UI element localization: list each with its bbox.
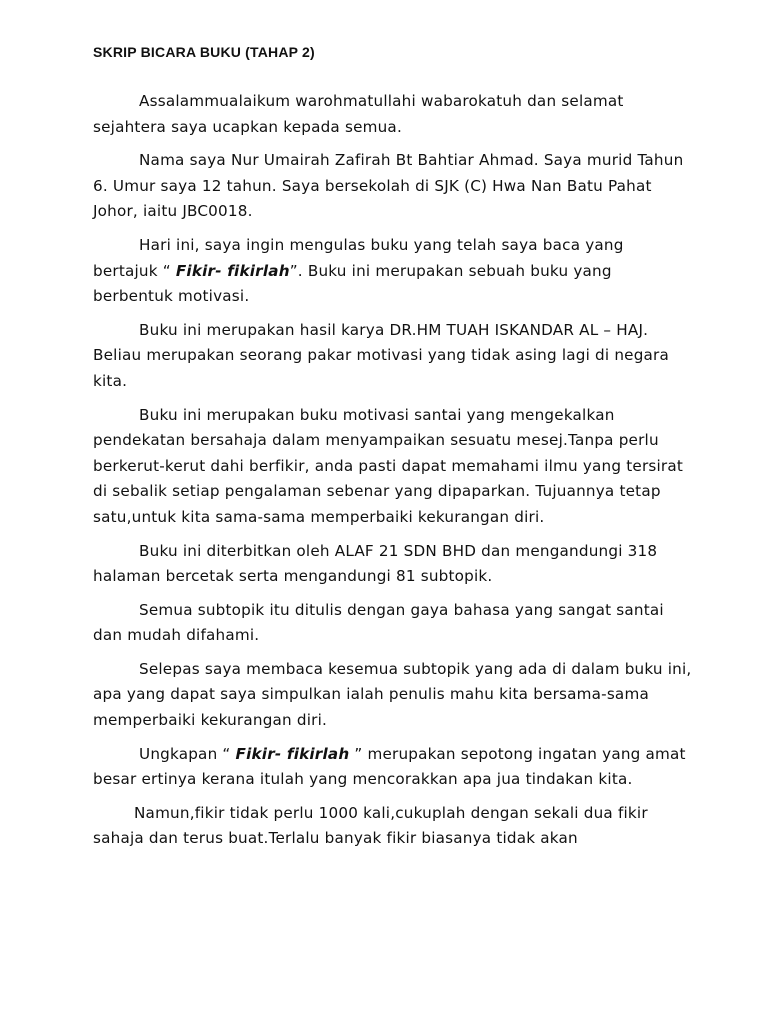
- paragraph-text: ” merupakan sepotong ingatan yang amat besar ertinya kerana itulah yang mencorakkan apa jua tindakan kita.: [93, 744, 686, 789]
- paragraph-closing: Namun,fikir tidak perlu 1000 kali,cukuplah dengan sekali dua fikir sahaja dan terus buat.Terlalu banyak fikir biasanya tidak akan: [93, 803, 648, 848]
- paragraph-description: Buku ini merupakan buku motivasi santai yang mengekalkan pendekatan bersahaja dalam menyampaikan sesuatu mesej.Tanpa perlu berkerut-kerut dahi berfikir, anda pasti dapat memahami ilmu yang tersirat di sebalik setiap pengalaman sebenar yang dipaparkan. Tujuannya tetap satu,untuk kita sama-sama memperbaiki kekurangan diri.: [93, 405, 684, 526]
- paragraph-greeting: Assalammualaikum warohmatullahi wabarokatuh dan selamat sejahtera saya ucapkan kepada semua.: [93, 92, 624, 136]
- paragraph-phrase: [93, 742, 693, 793]
- book-title: Fikir- fikirlah: [175, 261, 290, 280]
- paragraph-book-title: [93, 233, 693, 310]
- paragraph-publisher: Buku ini diterbitkan oleh ALAF 21 SDN BHD dan mengandungi 318 halaman bercetak serta mengandungi 81 subtopik.: [93, 541, 658, 586]
- book-title: Fikir- fikirlah: [235, 744, 350, 763]
- paragraph-introduction: Nama saya Nur Umairah Zafirah Bt Bahtiar Ahmad. Saya murid Tahun 6. Umur saya 12 tahun. Saya bersekolah di SJK (C) Hwa Nan Batu Pahat Johor, iaitu JBC0018.: [93, 151, 684, 221]
- document-body: [93, 89, 693, 860]
- paragraph-style: Semua subtopik itu ditulis dengan gaya bahasa yang sangat santai dan mudah difahami.: [93, 600, 664, 645]
- paragraph-conclusion: Selepas saya membaca kesemua subtopik yang ada di dalam buku ini, apa yang dapat saya simpulkan ialah penulis mahu kita bersama-sama memperbaiki kekurangan diri.: [93, 659, 692, 730]
- paragraph-author: Buku ini merupakan hasil karya DR.HM TUAH ISKANDAR AL – HAJ. Beliau merupakan seorang pakar motivasi yang tidak asing lagi di negara kita.: [93, 320, 670, 390]
- document-heading: SKRIP BICARA BUKU (TAHAP 2): [93, 44, 315, 60]
- paragraph-text: Ungkapan “: [139, 744, 236, 763]
- paragraph-text: Hari ini, saya ingin mengulas buku yang telah saya baca yang bertajuk “: [93, 235, 624, 280]
- paragraph-text: ”. Buku ini merupakan sebuah buku yang berbentuk motivasi.: [93, 261, 612, 306]
